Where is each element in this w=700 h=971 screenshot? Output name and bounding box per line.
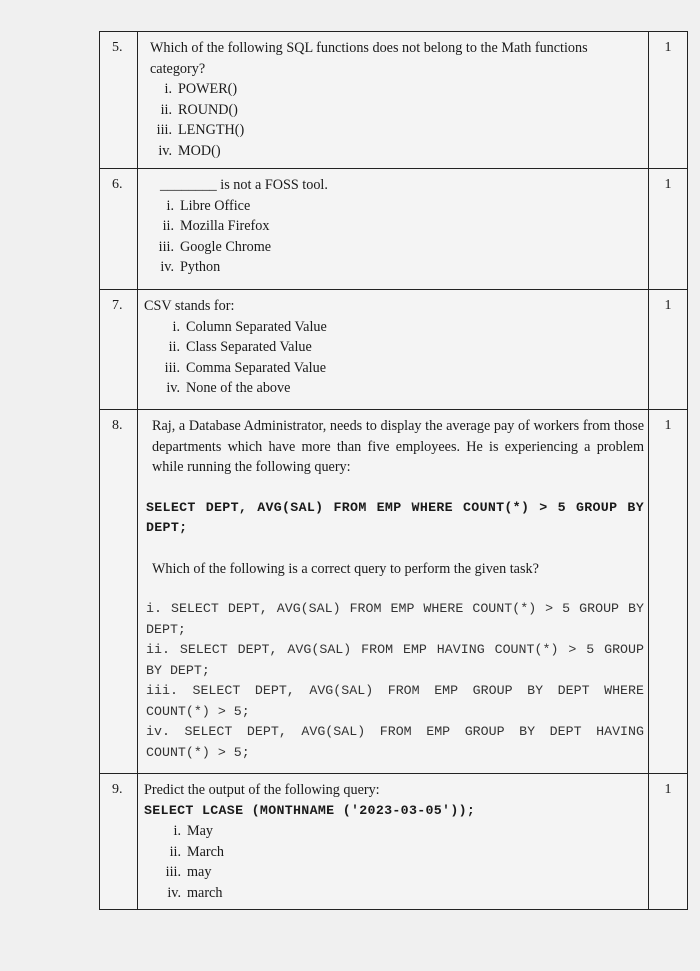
option: iv. march: [167, 884, 223, 901]
option: iv. SELECT DEPT, AVG(SAL) FROM EMP GROUP BY DEPT HAVING COUNT(*) > 5;: [146, 724, 644, 760]
question-number: 6.: [100, 169, 138, 289]
options-list: [136, 317, 644, 399]
option: ii. Class Separated Value: [168, 339, 312, 356]
marks: 1: [664, 298, 672, 313]
option: iv. None of the above: [166, 380, 291, 397]
question-number: 9.: [100, 774, 138, 909]
question-number: 8.: [100, 410, 138, 773]
question-text: CSV stands for:: [144, 298, 235, 314]
options-list: [146, 599, 644, 763]
question-content: [138, 169, 649, 289]
question-content: [138, 290, 649, 409]
question-row-5: [100, 32, 687, 169]
marks: 1: [664, 40, 672, 55]
option: iii. Comma Separated Value: [164, 359, 326, 376]
option: i. Column Separated Value: [172, 318, 327, 335]
problem-query: SELECT DEPT, AVG(SAL) FROM EMP WHERE COUNT(*) > 5 GROUP BY DEPT;: [146, 499, 644, 536]
option: i. POWER(): [164, 81, 238, 98]
marks: 1: [664, 177, 672, 192]
question-prompt: Which of the following is a correct query to perform the given task?: [152, 560, 539, 577]
option: iv. Python: [160, 259, 221, 276]
question-row-7: [100, 290, 687, 410]
query: SELECT LCASE (MONTHNAME ('2023-03-05'));: [144, 802, 476, 818]
option: i. Libre Office: [166, 197, 251, 214]
question-text: Which of the following SQL functions does not belong to the Math functions category?: [150, 40, 588, 77]
marks: 1: [664, 418, 672, 433]
question-number: 5.: [100, 32, 138, 168]
option: iv. MOD(): [158, 142, 221, 159]
options-list: [130, 196, 644, 278]
question-text: Raj, a Database Administrator, needs to display the average pay of workers from those departments which have more than five employees. He is experiencing a problem while running the following query:: [152, 418, 644, 476]
question-row-8: [100, 410, 687, 774]
option: iii. LENGTH(): [156, 122, 245, 139]
question-row-9: [100, 774, 687, 909]
options-list: [128, 79, 644, 161]
question-table: [99, 31, 688, 910]
question-row-6: [100, 169, 687, 290]
option: i. May: [173, 823, 214, 840]
option: iii. Google Chrome: [158, 238, 272, 255]
question-text: ________ is not a FOSS tool.: [160, 177, 328, 193]
question-content: [138, 32, 649, 168]
option: ii. Mozilla Firefox: [162, 218, 270, 235]
option: i. SELECT DEPT, AVG(SAL) FROM EMP WHERE COUNT(*) > 5 GROUP BY DEPT;: [146, 601, 644, 637]
option: iii. may: [165, 864, 212, 881]
options-list: [137, 821, 644, 903]
option: ii. SELECT DEPT, AVG(SAL) FROM EMP HAVING COUNT(*) > 5 GROUP BY DEPT;: [146, 642, 644, 678]
option: ii. ROUND(): [160, 101, 238, 118]
option: ii. March: [169, 843, 225, 860]
question-content: [138, 774, 649, 909]
option: iii. SELECT DEPT, AVG(SAL) FROM EMP GROUP BY DEPT WHERE COUNT(*) > 5;: [146, 683, 644, 719]
marks: 1: [664, 782, 672, 797]
question-number: 7.: [100, 290, 138, 409]
question-text: Predict the output of the following query:: [144, 782, 380, 798]
question-content: [138, 410, 649, 773]
